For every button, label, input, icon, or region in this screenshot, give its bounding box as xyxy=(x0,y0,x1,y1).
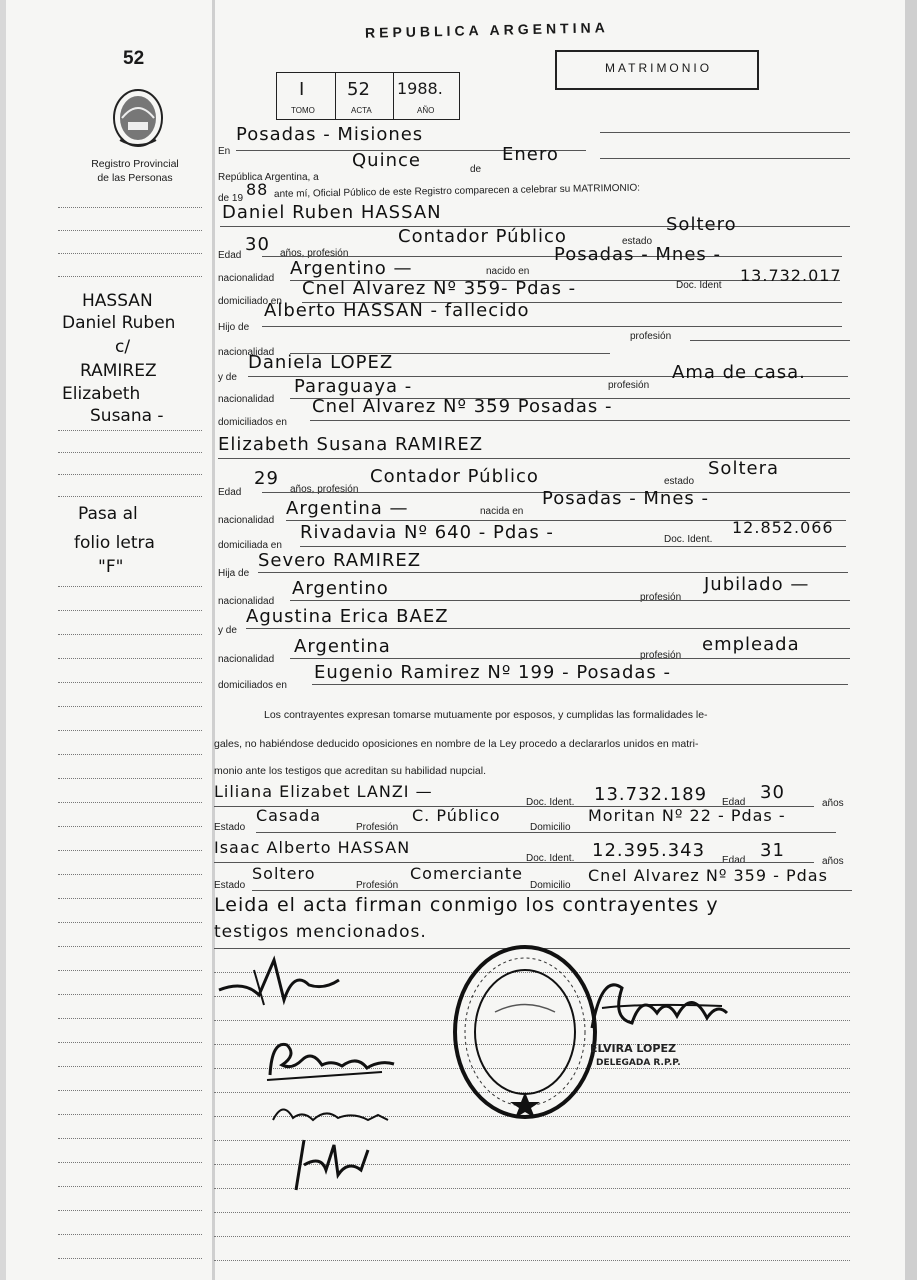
acta-cell xyxy=(335,73,394,119)
witness2-profesion-label: Profesión xyxy=(356,880,399,891)
bride-mother-underline xyxy=(246,628,850,629)
margin-line xyxy=(58,610,202,611)
margin-line xyxy=(58,1042,202,1043)
margin-groom-given: Daniel Ruben xyxy=(62,313,176,333)
tomo-value: I xyxy=(299,79,305,100)
bride-status: Soltera xyxy=(708,458,780,479)
margin-line xyxy=(58,207,202,208)
year-prefix: de 19 xyxy=(218,193,244,204)
bride-nacida-label: nacida en xyxy=(480,506,524,517)
place-underline-2 xyxy=(600,132,850,133)
bride-father-nat-underline xyxy=(290,600,850,601)
margin-line xyxy=(58,922,202,923)
tomo-cell xyxy=(277,73,336,119)
witness2-age: 31 xyxy=(760,840,785,861)
bride-doc-label: Doc. Ident. xyxy=(664,534,713,545)
witness2-status: Soltero xyxy=(252,864,316,883)
groom-mother-nationality: Paraguaya - xyxy=(294,376,413,397)
document-type-box xyxy=(555,50,759,90)
groom-mother-profession: Ama de casa. xyxy=(672,362,806,383)
bride-profession: Contador Público xyxy=(370,466,539,487)
groom-hijo-label: Hijo de xyxy=(218,322,250,333)
groom-estado-label: estado xyxy=(622,236,653,247)
registry-line-2: de las Personas xyxy=(97,172,173,184)
margin-line xyxy=(58,658,202,659)
month-underline xyxy=(600,158,850,159)
margin-line xyxy=(58,1186,202,1187)
margin-connector: c/ xyxy=(115,337,131,357)
bride-mother-nat-label: nacionalidad xyxy=(218,654,275,665)
tomo-acta-ano-box xyxy=(276,72,460,120)
declaration-line-1: Los contrayentes expresan tomarse mutuamente por esposos, y cumplidas las formalidades le- xyxy=(264,709,708,721)
groom-doc-label: Doc. Ident xyxy=(676,280,722,291)
margin-line xyxy=(58,778,202,779)
witness1-doc-label: Doc. Ident. xyxy=(526,797,575,808)
margin-line xyxy=(58,276,202,277)
bride-mother: Agustina Erica BAEZ xyxy=(246,606,449,627)
witness2-doc-label: Doc. Ident. xyxy=(526,853,575,864)
margin-line xyxy=(58,898,202,899)
margin-line xyxy=(58,706,202,707)
bride-domiciliados-label: domiciliados en xyxy=(218,680,287,691)
bride-estado-label: estado xyxy=(664,476,695,487)
groom-mother: Daniela LOPEZ xyxy=(248,352,394,373)
margin-bride-given2: Susana - xyxy=(90,406,164,426)
bride-nationality: Argentina — xyxy=(286,498,409,519)
bride-mother-nationality: Argentina xyxy=(294,636,391,657)
margin-line xyxy=(58,474,202,475)
margin-line xyxy=(58,430,202,431)
bride-name: Elizabeth Susana RAMIREZ xyxy=(218,434,484,455)
witness1-name: Liliana Elizabet LANZI — xyxy=(214,782,433,801)
tomo-label: TOMO xyxy=(291,106,315,115)
witness1-profesion-label: Profesión xyxy=(356,822,399,833)
margin-line xyxy=(58,1090,202,1091)
signature-bride-icon xyxy=(262,1030,402,1090)
witness1-estado-label: Estado xyxy=(214,822,246,833)
margin-note-1: Pasa al xyxy=(78,504,138,524)
margin-line xyxy=(58,730,202,731)
page-right-edge xyxy=(905,0,917,1280)
margin-line xyxy=(58,230,202,231)
closing-line-2: testigos mencionados. xyxy=(214,922,427,942)
groom-parents-address: Cnel Alvarez Nº 359 Posadas - xyxy=(312,396,613,417)
witness2-address: Cnel Alvarez Nº 359 - Pdas xyxy=(588,866,828,885)
margin-note-3: "F" xyxy=(98,557,124,577)
closing-line-1: Leida el acta firman conmigo los contrayentes y xyxy=(214,894,719,916)
place-value: Posadas - Misiones xyxy=(236,124,424,145)
groom-age: 30 xyxy=(245,234,270,255)
margin-line xyxy=(58,1066,202,1067)
bride-father: Severo RAMIREZ xyxy=(258,550,422,571)
page-ruling xyxy=(214,1236,850,1237)
margin-groom-surname: HASSAN xyxy=(82,291,153,311)
margin-line xyxy=(58,970,202,971)
document-title: REPUBLICA ARGENTINA xyxy=(364,19,609,41)
groom-age-label: Edad xyxy=(218,250,242,261)
bride-father-prof-label: profesión xyxy=(640,592,682,603)
groom-address: Cnel Alvarez Nº 359- Pdas - xyxy=(302,278,577,299)
republica-label: República Argentina, a xyxy=(218,172,319,183)
groom-profesion-label: años, profesión xyxy=(280,248,349,259)
bride-father-underline xyxy=(258,572,848,573)
groom-profession: Contador Público xyxy=(398,226,567,247)
bride-address: Rivadavia Nº 640 - Pdas - xyxy=(300,522,554,543)
bride-mother-nat-underline xyxy=(290,658,850,659)
groom-doc: 13.732.017 xyxy=(740,266,842,285)
registry-line-1: Registro Provincial xyxy=(91,158,179,170)
witness2-estado-label: Estado xyxy=(214,880,246,891)
ano-label: AÑO xyxy=(417,106,435,115)
groom-nacido-label: nacido en xyxy=(486,266,530,277)
bride-yde-label: y de xyxy=(218,625,237,636)
groom-father-prof-underline xyxy=(690,340,850,341)
signature-groom-icon xyxy=(286,1130,376,1200)
ano-value: 1988. xyxy=(397,79,443,98)
bride-age: 29 xyxy=(254,468,279,489)
bride-domiciliada-label: domiciliada en xyxy=(218,540,282,551)
groom-father-nat-label: nacionalidad xyxy=(218,347,275,358)
document-type-label: MATRIMONIO xyxy=(605,61,713,75)
margin-line xyxy=(58,826,202,827)
declaration-line-3: monio ante los testigos que acreditan su habilidad nupcial. xyxy=(214,765,487,777)
witness1-underline-2 xyxy=(256,832,836,833)
official-title: DELEGADA R.P.P. xyxy=(596,1058,681,1068)
acta-label: ACTA xyxy=(351,106,372,115)
margin-line xyxy=(58,1258,202,1259)
groom-birthplace: Posadas - Mnes - xyxy=(554,244,722,265)
groom-father: Alberto HASSAN - fallecido xyxy=(264,300,530,321)
province-coat-of-arms-icon xyxy=(110,84,166,150)
witness1-status: Casada xyxy=(256,806,322,825)
groom-age-underline xyxy=(262,256,842,257)
bride-dom-underline xyxy=(300,546,846,547)
groom-mother-prof-label: profesión xyxy=(608,380,650,391)
registry-seal-icon xyxy=(450,942,600,1122)
registry-name xyxy=(70,157,200,185)
groom-status: Soltero xyxy=(666,214,737,235)
groom-nationality: Argentino — xyxy=(290,258,413,279)
margin-line xyxy=(58,802,202,803)
bride-parents-address: Eugenio Ramirez Nº 199 - Posadas - xyxy=(314,662,671,683)
bride-mother-prof-label: profesión xyxy=(640,650,682,661)
intro-text: ante mí, Oficial Público de este Registro comparecen a celebrar su MATRIMONIO: xyxy=(273,182,641,200)
groom-mother-nat-label: nacionalidad xyxy=(218,394,275,405)
acta-value: 52 xyxy=(347,79,370,100)
margin-line xyxy=(58,850,202,851)
declaration-line-2: gales, no habiéndose deducido oposiciones en nombre de la Ley procedo a declararlos unidos en matri- xyxy=(214,738,699,750)
margin-line xyxy=(58,496,202,497)
groom-name: Daniel Ruben HASSAN xyxy=(222,202,442,223)
margin-line xyxy=(58,874,202,875)
bride-hija-label: Hija de xyxy=(218,568,250,579)
margin-line xyxy=(58,452,202,453)
bride-age-label: Edad xyxy=(218,487,242,498)
margin-bride-given1: Elizabeth xyxy=(62,384,141,404)
margin-line xyxy=(58,253,202,254)
bride-profesion-label: años, profesión xyxy=(290,484,359,495)
witness1-domicilio-label: Domicilio xyxy=(530,822,571,833)
margin-line xyxy=(58,1018,202,1019)
folio-number: 52 xyxy=(123,48,145,69)
margin-bride-surname: RAMIREZ xyxy=(80,361,157,381)
bride-birthplace: Posadas - Mnes - xyxy=(542,488,710,509)
margin-line xyxy=(58,946,202,947)
bride-father-profession: Jubilado — xyxy=(704,574,810,595)
page-left-edge xyxy=(0,0,6,1280)
groom-domiciliado-label: domiciliado en xyxy=(218,296,282,307)
ano-cell xyxy=(393,73,457,119)
witness2-profession: Comerciante xyxy=(410,864,523,883)
groom-nacionalidad-label: nacionalidad xyxy=(218,273,275,284)
page-ruling xyxy=(214,1212,850,1213)
margin-note-2: folio letra xyxy=(74,533,155,553)
witness2-domicilio-label: Domicilio xyxy=(530,880,571,891)
witness1-edad-label: Edad xyxy=(722,797,746,808)
bride-father-nationality: Argentino xyxy=(292,578,389,599)
margin-line xyxy=(58,1210,202,1211)
groom-father-underline xyxy=(262,326,842,327)
signature-witness-icon xyxy=(214,950,344,1020)
witness1-address: Moritan Nº 22 - Pdas - xyxy=(588,806,786,825)
groom-yde-label: y de xyxy=(218,372,237,383)
bride-mother-profession: empleada xyxy=(702,634,800,655)
witness2-anos-label: años xyxy=(822,856,844,867)
witness1-age: 30 xyxy=(760,782,785,803)
margin-line xyxy=(58,754,202,755)
witness2-underline-2 xyxy=(252,890,852,891)
groom-parents-underline xyxy=(310,420,850,421)
day-value: Quince xyxy=(352,150,421,171)
margin-line xyxy=(58,1114,202,1115)
witness1-doc: 13.732.189 xyxy=(594,784,708,805)
groom-domiciliados-label: domiciliados en xyxy=(218,417,287,428)
month-value: Enero xyxy=(502,144,559,165)
margin-line xyxy=(58,1138,202,1139)
witness1-anos-label: años xyxy=(822,798,844,809)
de-label: de xyxy=(470,164,482,175)
page-ruling xyxy=(214,1260,850,1261)
witness2-doc: 12.395.343 xyxy=(592,840,706,861)
en-label: En xyxy=(218,146,231,157)
witness2-name: Isaac Alberto HASSAN xyxy=(214,838,411,857)
bride-nacionalidad-label: nacionalidad xyxy=(218,515,275,526)
year-suffix: 88 xyxy=(246,180,269,199)
margin-line xyxy=(58,1234,202,1235)
bride-parents-underline xyxy=(312,684,848,685)
witness2-edad-label: Edad xyxy=(722,855,746,866)
witness2-underline xyxy=(214,862,814,863)
page-fold-line xyxy=(212,0,215,1280)
margin-line xyxy=(58,682,202,683)
margin-line xyxy=(58,634,202,635)
margin-line xyxy=(58,1162,202,1163)
margin-line xyxy=(58,586,202,587)
witness1-profession: C. Público xyxy=(412,806,501,825)
official-name: ELVIRA LOPEZ xyxy=(590,1042,676,1055)
margin-line xyxy=(58,994,202,995)
groom-father-prof-label: profesión xyxy=(630,331,672,342)
bride-doc: 12.852.066 xyxy=(732,518,834,537)
bride-father-nat-label: nacionalidad xyxy=(218,596,275,607)
